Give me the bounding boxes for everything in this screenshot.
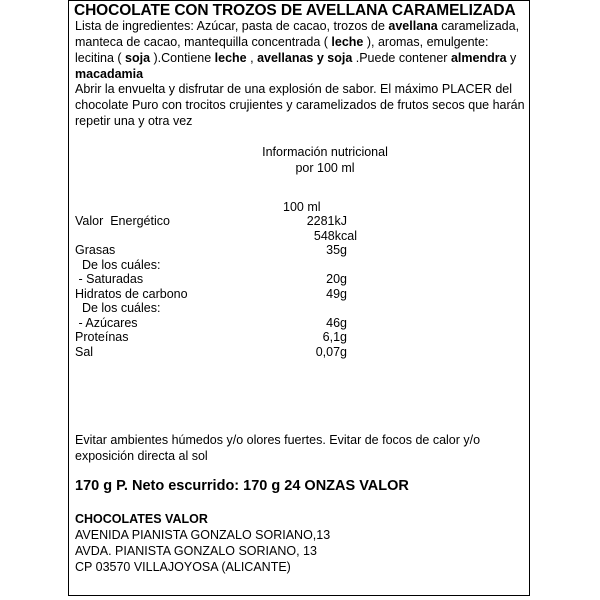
nutrition-label: Proteínas bbox=[75, 330, 129, 344]
nutrition-value: 46g bbox=[326, 315, 347, 330]
allergen-highlight: macadamia bbox=[75, 67, 144, 81]
allergen-highlight: avellanas y soja bbox=[257, 51, 353, 65]
nutrition-label: Sal bbox=[75, 344, 94, 359]
nutrition-label: De los cuáles: bbox=[75, 301, 161, 315]
nutrition-value: 548kcal bbox=[313, 228, 357, 243]
nutrition-header-line1: Información nutricional bbox=[262, 145, 388, 159]
address-line: AVDA. PIANISTA GONZALO SORIANO, 13 bbox=[75, 544, 317, 558]
allergen-highlight: almendra bbox=[450, 51, 507, 65]
allergen-highlight: leche bbox=[331, 35, 364, 49]
nutrition-label: Hidratos de carbono bbox=[75, 286, 188, 301]
company-name: CHOCOLATES VALOR bbox=[75, 512, 208, 526]
allergen-highlight: soja bbox=[125, 51, 151, 65]
ingredients-part: caramelizada, manteca de cacao, mantequilla concentrada ( bbox=[75, 19, 520, 49]
nutrition-value: 6,1g bbox=[322, 330, 347, 344]
nutrition-value: 35g bbox=[326, 243, 347, 257]
nutrition-label: - Saturadas bbox=[75, 272, 144, 286]
nutrition-header bbox=[200, 144, 450, 176]
net-weight: 170 g P. Neto escurrido: 170 g 24 ONZAS VALOR bbox=[75, 478, 409, 494]
nutrition-value: 0,07g bbox=[315, 344, 347, 359]
allergen-highlight: avellana bbox=[388, 19, 438, 33]
address-line: CP 03570 VILLAJOYOSA (ALICANTE) bbox=[75, 560, 291, 574]
nutrition-label: Grasas bbox=[75, 243, 116, 257]
product-title: CHOCOLATE CON TROZOS DE AVELLANA CARAMELIZADA bbox=[74, 2, 516, 19]
allergen-highlight: leche bbox=[214, 51, 247, 65]
nutrition-header-line2: por 100 ml bbox=[295, 161, 355, 175]
nutrition-value: 2281kJ bbox=[306, 214, 347, 228]
nutrition-label: Valor Energético bbox=[75, 214, 170, 228]
storage-instructions: Evitar ambientes húmedos y/o olores fuertes. Evitar de focos de calor y/o exposición directa al sol bbox=[75, 433, 481, 463]
ingredients-part: , bbox=[246, 51, 258, 65]
ingredients-part: ), aromas, emulgente: lecitina ( bbox=[75, 35, 489, 65]
nutrition-label: - Azúcares bbox=[75, 315, 138, 330]
ingredients-part: ).Contiene bbox=[150, 51, 215, 65]
ingredients-part: .Puede contener bbox=[352, 51, 451, 65]
nutrition-value: 20g bbox=[326, 272, 347, 286]
nutrition-label: De los cuáles: bbox=[75, 257, 161, 272]
nutrition-value: 49g bbox=[326, 286, 347, 301]
address-line: AVENIDA PIANISTA GONZALO SORIANO,13 bbox=[75, 528, 331, 542]
ingredients-part: y bbox=[506, 51, 517, 65]
product-description: Abrir la envuelta y disfrutar de una explosión de sabor. El máximo PLACER del chocolate Puro con trocitos crujientes y caramelizados de frutos secos que harán repetir una y otra vez bbox=[75, 82, 525, 128]
ingredients-text bbox=[75, 18, 527, 82]
nutrition-column-header: 100 ml bbox=[283, 200, 321, 214]
manufacturer-address bbox=[75, 511, 330, 575]
ingredients-part: Lista de ingredientes: Azúcar, pasta de cacao, trozos de bbox=[75, 19, 389, 33]
